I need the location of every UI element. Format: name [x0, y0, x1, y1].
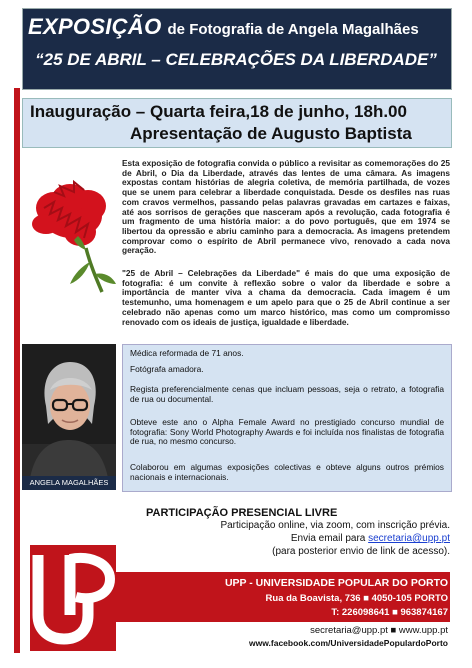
- footer-address: Rua da Boavista, 736 ■ 4050-105 PORTO: [265, 593, 448, 604]
- participation-title: PARTICIPAÇÃO PRESENCIAL LIVRE: [146, 507, 338, 519]
- presentation-by: Apresentação de Augusto Baptista: [130, 124, 412, 143]
- footer-contacts[interactable]: secretaria@upp.pt ■ www.upp.pt: [310, 625, 448, 636]
- email-prefix: Envia email para: [290, 533, 369, 544]
- photo-caption: ANGELA MAGALHÃES: [22, 476, 116, 490]
- red-carnation-icon: [24, 178, 124, 296]
- header-subtitle: “25 DE ABRIL – CELEBRAÇÕES DA LIBERDADE”: [35, 50, 437, 69]
- footer-org: UPP - UNIVERSIDADE POPULAR DO PORTO: [224, 577, 448, 589]
- footer-phones: T: 226098641 ■ 963874167: [331, 607, 448, 618]
- portrait-photo: [22, 344, 116, 478]
- title-exposicao: EXPOSIÇÃO: [28, 14, 162, 39]
- footer-facebook[interactable]: www.facebook.com/UniversidadePopulardoPorto: [249, 638, 448, 648]
- email-link[interactable]: secretaria@upp.pt: [368, 533, 450, 544]
- description-paragraph: Esta exposição de fotografia convida o público a revisitar as comemorações do 25 de Abril, o Dia da Liberdade, através das lentes de uma câmara. As imagens expostas contam histórias de alegria coletiva, de memória partilhada, de vozes que se unem para celebrar a liberdade conquistada. Desde os desfiles nas ruas com cravos vermelhos, passando pelas palavras gravadas em cartazes e faixas, até aos sorrisos de gerações que nasceram após a revolução, cada fotografia é um fragmento de uma história maior: a do povo português, que em 1974 se libertou da opressão e abriu caminho para a democracia. As imagens pretendem comprovar como o espírito de Abril permanece vivo, renovado a cada nova geração.: [122, 158, 450, 256]
- upp-logo-icon: [30, 545, 116, 651]
- bio-line-genres: Regista preferencialmente cenas que incluam pessoas, seja o retrato, a fotografia de rua ou documental.: [130, 384, 444, 404]
- bio-line-age: Médica reformada de 71 anos.: [130, 348, 244, 358]
- participation-online: Participação online, via zoom, com inscrição prévia.: [220, 520, 450, 531]
- bio-line-amateur: Fotógrafa amadora.: [130, 364, 204, 374]
- participation-note: (para posterior envio de link de acesso).: [272, 546, 450, 557]
- inauguration-date: Inauguração – Quarta feira,18 de junho, 18h.00: [30, 102, 407, 121]
- header-title: [28, 14, 419, 40]
- participation-email-line: [291, 533, 450, 544]
- title-photographer: de Fotografia de Angela Magalhães: [167, 21, 419, 38]
- left-red-bar: [14, 88, 20, 653]
- bio-line-award: Obteve este ano o Alpha Female Award no prestigiado concurso mundial de fotografia: Sony World Photography Awards e foi incluída nos finalistas de fotografia de rua, no mesmo concurso.: [130, 417, 444, 447]
- bio-line-exhibitions: Colaborou em algumas exposições colectivas e obteve alguns outros prémios nacionais e internacionais.: [130, 462, 444, 482]
- reflection-paragraph: "25 de Abril – Celebrações da Liberdade" é mais do que uma exposição de fotografia: é um convite à reflexão sobre o valor da liberdade e sobre a importância de manter viva a chama da democracia. Cada imagem é um testemunho, uma homenagem e um apelo para que o 25 de Abril continue a ser celebrado não apenas como um marco histórico, mas como um compromisso renovado com os ideais de justiça, igualdade e liberdade.: [122, 268, 450, 327]
